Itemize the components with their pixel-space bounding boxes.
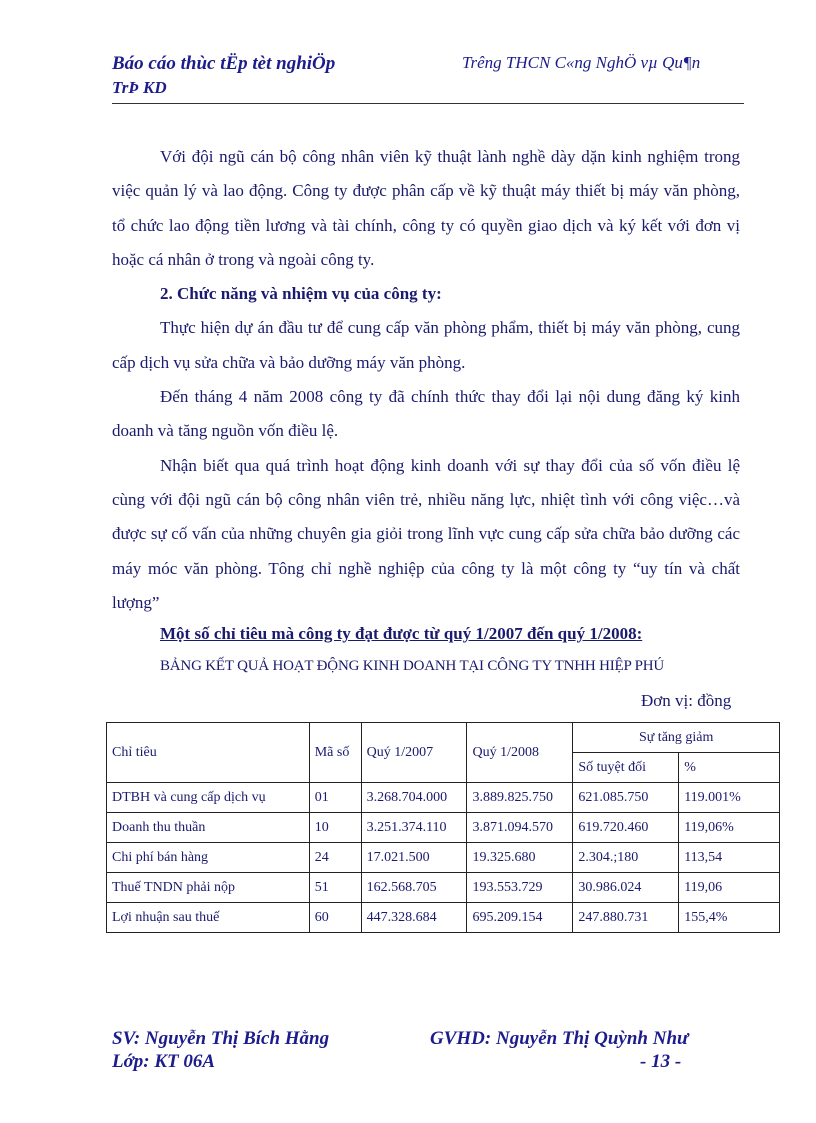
cell-q2007: 447.328.684 [361,903,467,933]
paragraph-staff: Với đội ngũ cán bộ công nhân viên kỹ thuật lành nghề dày dặn kinh nghiệm trong việc quản lý và lao động. Công ty được phân cấp về kỹ thuật máy thiết bị máy văn phòng, tổ chức lao động tiền lương và tài chính, công ty có quyền giao dịch và ký kết với đơn vị hoặc cá nhân ở trong và ngoài công ty. [112,147,740,269]
paragraph-registration: Đến tháng 4 năm 2008 công ty đã chính thức thay đổi lại nội dung đăng ký kinh doanh và tăng nguồn vốn điều lệ. [112,387,740,441]
cell-code: 60 [309,903,361,933]
cell-q2007: 162.568.705 [361,873,467,903]
cell-code: 51 [309,873,361,903]
header-department: TrÞ KD [112,78,167,97]
header-change: Sự tăng giảm [573,723,780,753]
cell-q2007: 17.021.500 [361,843,467,873]
table-title: Một số chỉ tiêu mà công ty đạt được từ quý 1/2007 đến quý 1/2008: [160,624,643,643]
header-percent: % [679,753,780,783]
section-heading-functions: 2. Chức năng và nhiệm vụ của công ty: [160,284,442,304]
cell-indicator: Lợi nhuận sau thuế [107,903,310,933]
cell-indicator: Chi phí bán hàng [107,843,310,873]
paragraph-functions: Thực hiện dự án đầu tư để cung cấp văn phòng phẩm, thiết bị máy văn phòng, cung cấp dịch vụ sửa chữa và bảo dưỡng máy văn phòng. [112,318,740,372]
cell-percent: 119,06% [679,813,780,843]
cell-indicator: Doanh thu thuần [107,813,310,843]
cell-absolute: 30.986.024 [573,873,679,903]
cell-absolute: 2.304.;180 [573,843,679,873]
header-code: Mã số [309,723,361,783]
results-table [106,722,780,933]
table-row [107,843,780,873]
cell-code: 01 [309,783,361,813]
table-row [107,873,780,903]
cell-percent: 119.001% [679,783,780,813]
header-indicator: Chỉ tiêu [107,723,310,783]
footer-student: SV: Nguyễn Thị Bích Hằng [112,1028,330,1049]
header-absolute: Số tuyệt đối [573,753,679,783]
cell-absolute: 619.720.460 [573,813,679,843]
footer-class: Lớp: KT 06A [112,1051,216,1072]
cell-q2008: 193.553.729 [467,873,573,903]
header-school: Trêng THCN C«ng NghÖ vµ Qu¶n [462,53,701,72]
cell-percent: 113,54 [679,843,780,873]
header-divider [112,103,744,104]
cell-q2008: 3.889.825.750 [467,783,573,813]
body-text [112,140,740,620]
table-row [107,813,780,843]
table-unit: Đơn vị: đồng [641,691,732,710]
table-subtitle: BẢNG KẾT QUẢ HOẠT ĐỘNG KINH DOANH TẠI CÔNG TY TNHH HIỆP PHÚ [160,658,665,674]
header-report-title: Báo cáo thùc tËp tèt nghiÖp [112,53,336,74]
table-row [107,903,780,933]
cell-q2007: 3.268.704.000 [361,783,467,813]
table-row [107,783,780,813]
header-q2007: Quý 1/2007 [361,723,467,783]
cell-percent: 119,06 [679,873,780,903]
footer-advisor: GVHD: Nguyễn Thị Quỳnh Như [430,1028,689,1049]
header-q2008: Quý 1/2008 [467,723,573,783]
cell-absolute: 621.085.750 [573,783,679,813]
cell-q2007: 3.251.374.110 [361,813,467,843]
cell-indicator: DTBH và cung cấp dịch vụ [107,783,310,813]
cell-q2008: 3.871.094.570 [467,813,573,843]
paragraph-motto: Nhận biết qua quá trình hoạt động kinh doanh với sự thay đổi của số vốn điều lệ cùng với đội ngũ cán bộ công nhân viên trẻ, nhiều năng lực, nhiệt tình với công việc…và được sự cố vấn của những chuyên gia giỏi trong lĩnh vực cung cấp sửa chữa bảo dưỡng các máy móc văn phòng. Tông chỉ nghề nghiệp của công ty là một công ty “uy tín và chất lượng” [112,455,740,612]
cell-percent: 155,4% [679,903,780,933]
cell-q2008: 695.209.154 [467,903,573,933]
footer-page-number: - 13 - [640,1051,682,1072]
cell-absolute: 247.880.731 [573,903,679,933]
cell-indicator: Thuế TNDN phải nộp [107,873,310,903]
cell-code: 24 [309,843,361,873]
cell-code: 10 [309,813,361,843]
cell-q2008: 19.325.680 [467,843,573,873]
